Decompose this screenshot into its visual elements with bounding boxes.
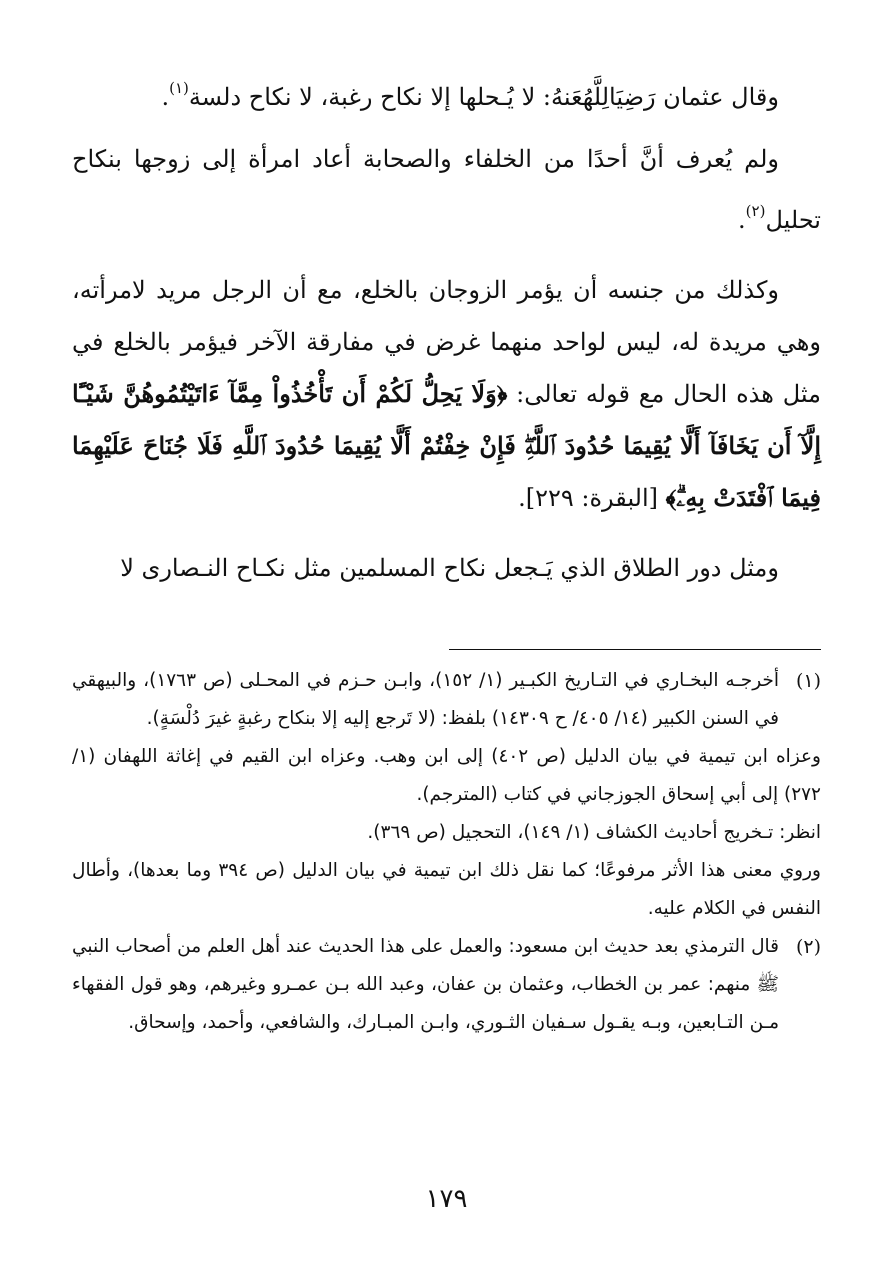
footnote-ref-2[interactable]: (٢) [745, 202, 766, 220]
paragraph-text: ومثل دور الطلاق الذي يَـجعل نكاح المسلمين مثل نكـاح النـصارى لا [120, 554, 779, 582]
footnote-continuation: وعزاه ابن تيمية في بيان الدليل (ص ٤٠٢) إلى ابن وهب. وعزاه ابن القيم في إغاثة اللهفان (١/ ٢٧٢) إلى أبي إسحاق الجوزجاني في كتاب (المترجم). [72, 746, 821, 805]
paragraph-no-companion [72, 133, 821, 246]
footnote-1 [72, 662, 821, 738]
footnote-continuation: وروي معنى هذا الأثر مرفوعًا؛ كما نقل ذلك ابن تيمية في بيان الدليل (ص ٣٩٤ وما بعدها)، وأطال النفس في الكلام عليه. [72, 860, 821, 919]
footnote-text: قال الترمذي بعد حديث ابن مسعود: والعمل على هذا الحديث عند أهل العلم من أصحاب النبي ﷺ منهم: عمر بن الخطاب، وعثمان بن عفان، وعبد الله بـن عمـرو وغيرهم، وهو قول الفقهاء مـن التـابعين، وبـه يقـول سـفيان الثـوري، وابـن المبـارك، والشافعي، وأحمد، وإسحاق. [72, 936, 779, 1033]
footnote-2 [72, 928, 821, 1042]
paragraph-text: ولم يُعرف أنَّ أحدًا من الخلفاء والصحابة أعاد امرأة إلى زوجها بنكاح تحليل [72, 145, 821, 234]
paragraph-text: وقال عثمان رَضِيَالِلَّهُعَنهُ: لا يُـحلها إلا نكاح رغبة، لا نكاح دلسة [188, 83, 779, 111]
verse-citation: [البقرة: ٢٢٩]. [518, 484, 659, 512]
quran-verse: ﴿وَلَا يَحِلُّ لَكُمْ أَن تَأْخُذُواْ مِمَّآ ءَاتَيْتُمُوهُنَّ شَيْـًٔا إِلَّآ أَن يَخَافَآ أَلَّا يُقِيمَا حُدُودَ ٱللَّهِۖ فَإِنْ خِفْتُمْ أَلَّا يُقِيمَا حُدُودَ ٱللَّهِ فَلَا جُنَاحَ عَلَيْهِمَا فِيمَا ٱفْتَدَتْ بِهِۦۗ﴾ [72, 379, 821, 512]
footnote-body [72, 928, 779, 1042]
footnote-divider [449, 649, 821, 650]
footnote-body [72, 662, 779, 738]
paragraph-khul [72, 264, 821, 524]
period: . [161, 83, 170, 111]
footnote-number: (٢) [795, 936, 821, 958]
footnote-continuation: انظر: تـخريج أحاديث الكشاف (١/ ١٤٩)، التحجيل (ص ٣٦٩). [367, 822, 821, 843]
footnote-text: أخرجـه البخـاري في التـاريخ الكبـير (١/ ١٥٢)، وابـن حـزم في المحـلى (ص ١٧٦٣)، والبيهقي في السنن الكبير (١٤/ ٤٠٥/ ح ١٤٣٠٩) بلفظ: (لا تَرجع إليه إلا بنكاح رغبةٍ غيرَ دُلْسَةٍ). [72, 670, 779, 729]
paragraph-talaq [72, 542, 821, 594]
paragraph-text: وكذلك من جنسه أن يؤمر الزوجان بالخلع، مع أن الرجل مريد لامرأته، وهي مريدة له، ليس لواحد منهما غرض في مفارقة الآخر فيؤمر بالخلع في مثل هذه الحال مع قوله تعالى: [72, 276, 821, 408]
period: . [738, 206, 746, 234]
footnotes [72, 662, 821, 1042]
paragraph-uthman-quote [72, 62, 821, 123]
page-number: ١٧٩ [425, 1184, 468, 1214]
footnote-ref-1[interactable]: (١) [169, 79, 189, 97]
main-text [72, 62, 821, 594]
footnote-number: (١) [795, 670, 821, 692]
